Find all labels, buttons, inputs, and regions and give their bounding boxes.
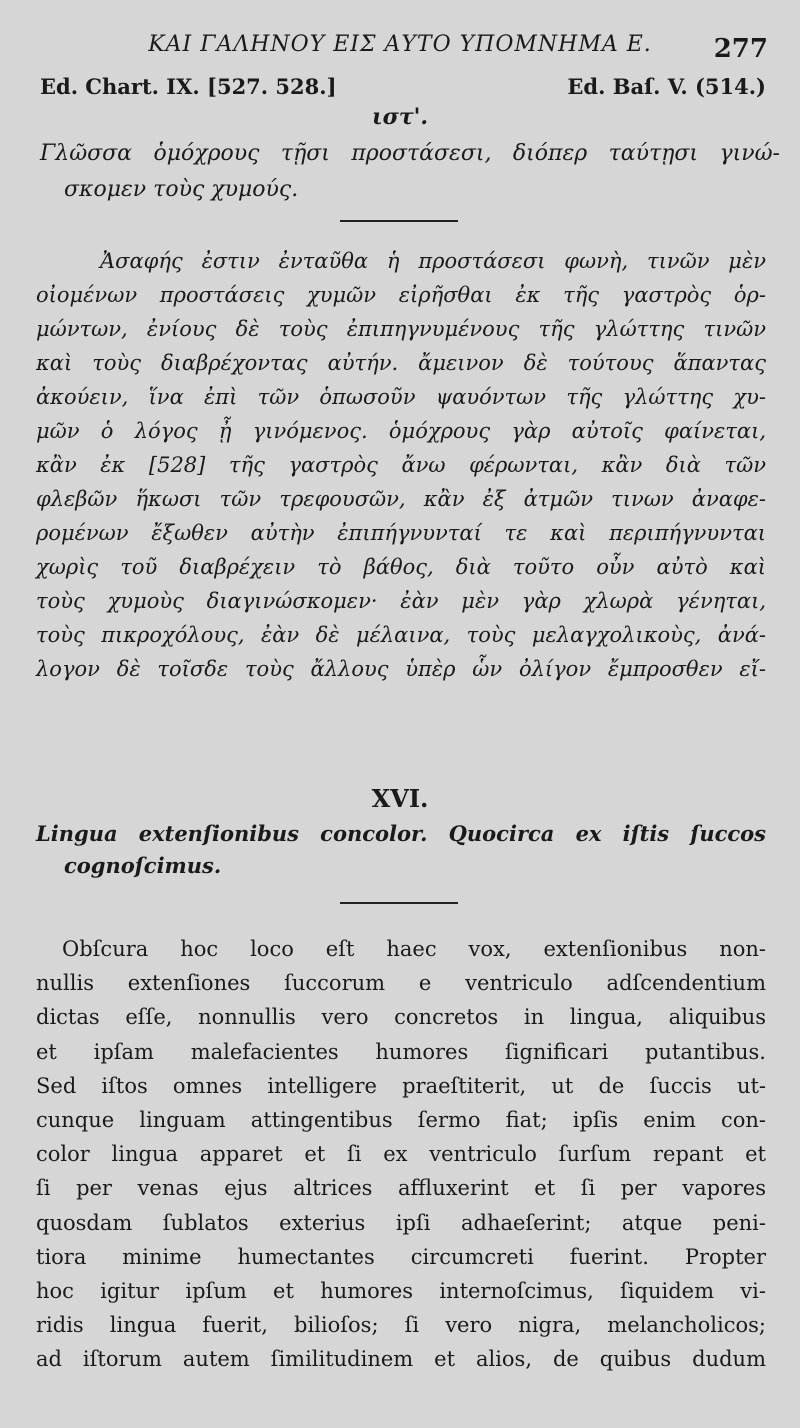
latin-commentary-line: et ipſam malefacientes humores ſignificari putantibus. (36, 1039, 766, 1064)
greek-commentary-line: τοὺς πικροχόλους, ἐὰν δὲ μέλαινα, τοὺς μελαγχολικοὺς, ἀνά- (36, 623, 766, 647)
section-divider (340, 220, 458, 222)
edition-chartier-reference: Ed. Chart. IX. [527. 528.] (40, 74, 337, 99)
greek-commentary-line: χωρὶς τοῦ διαβρέχειν τὸ βάθος, διὰ τοῦτο οὖν αὐτὸ καὶ (36, 555, 766, 579)
running-head: ΚΑΙ ΓΑΛΗΝΟΥ ΕΙΣ ΑΥΤΟ ΥΠΟΜΝΗΜΑ Ε. (148, 32, 652, 57)
latin-commentary-line: quosdam ſublatos exterius ipſi adhaeſerint; atque peni- (36, 1210, 766, 1235)
greek-commentary-line: φλεβῶν ἥκωσι τῶν τρεφουσῶν, κἂν ἐξ ἀτμῶν τινων ἀναφε- (36, 487, 766, 511)
latin-section-number: XVI. (371, 784, 429, 813)
greek-commentary-line: κἂν ἐκ [528] τῆς γαστρὸς ἄνω φέρωνται, κἂν διὰ τῶν (36, 453, 766, 477)
latin-lemma-line: Lingua extenſionibus concolor. Quocirca ex iſtis ſuccos (36, 821, 766, 846)
section-divider (340, 902, 458, 904)
latin-commentary-line: nullis extenſiones ſuccorum e ventriculo adſcendentium (36, 971, 766, 996)
latin-commentary-line: color lingua apparet et ſi ex ventriculo ſurſum repant et (36, 1142, 766, 1167)
greek-lemma-line: σκομεν τοὺς χυμούς. (64, 177, 299, 202)
greek-lemma-line: Γλῶσσα ὁμόχρους τῇσι προστάσεσι, διόπερ ταύτῃσι γινώ- (40, 141, 780, 166)
latin-lemma-line: cognoſcimus. (64, 853, 222, 878)
latin-commentary-line: Obſcura hoc loco eſt haec vox, extenſionibus non- (62, 937, 766, 961)
greek-commentary-line: ρομένων ἔξωθεν αὐτὴν ἐπιπήγνυνταί τε καὶ περιπήγνυνται (36, 521, 766, 545)
page-number: 277 (713, 34, 768, 64)
greek-commentary-line: τοὺς χυμοὺς διαγινώσκομεν· ἐὰν μὲν γὰρ χλωρὰ γένηται, (36, 589, 766, 613)
greek-commentary-line: μῶν ὁ λόγος ᾖ γινόμενος. ὁμόχρους γὰρ αὐτοῖς φαίνεται, (36, 419, 766, 443)
greek-section-number: ιστ'. (371, 104, 429, 130)
greek-commentary (36, 244, 766, 686)
greek-commentary-line: καὶ τοὺς διαβρέχοντας αὐτήν. ἄμεινον δὲ τούτους ἅπαντας (36, 351, 766, 375)
latin-commentary-line: hoc igitur ipſum et humores internoſcimus, ſiquidem vi- (36, 1279, 766, 1304)
latin-commentary (36, 932, 766, 1377)
greek-commentary-line: λογον δὲ τοῖσδε τοὺς ἄλλους ὑπὲρ ὧν ὀλίγον ἔμπροσθεν εἴ- (36, 657, 766, 681)
latin-commentary-line: ad iſtorum autem ſimilitudinem et alios, de quibus dudum (36, 1347, 766, 1372)
latin-commentary-line: cunque linguam attingentibus ſermo fiat; ipſis enim con- (36, 1108, 766, 1133)
latin-commentary-line: dictas eſſe, nonnullis vero concretos in lingua, aliquibus (36, 1005, 766, 1030)
latin-commentary-line: Sed iſtos omnes intelligere praeſtiterit, ut de ſuccis ut- (36, 1073, 766, 1098)
greek-commentary-line: ἀκούειν, ἵνα ἐπὶ τῶν ὁπωσοῦν ψαυόντων τῆς γλώττης χυ- (36, 385, 766, 409)
latin-commentary-line: ridis lingua fuerit, bilioſos; ſi vero nigra, melancholicos; (36, 1313, 766, 1338)
greek-commentary-line: Ἀσαφής ἐστιν ἐνταῦθα ἡ προστάσεσι φωνὴ, τινῶν μὲν (100, 249, 766, 273)
greek-commentary-line: οἰομένων προστάσεις χυμῶν εἰρῆσθαι ἐκ τῆς γαστρὸς ὁρ- (36, 283, 766, 307)
latin-commentary-line: tiora minime humectantes circumcreti fuerint. Propter (36, 1244, 766, 1269)
edition-basel-reference: Ed. Baſ. V. (514.) (567, 74, 766, 99)
greek-lemma (40, 136, 780, 208)
latin-lemma (36, 818, 766, 882)
latin-commentary-line: ſi per venas ejus altrices affluxerint et ſi per vapores (36, 1176, 766, 1201)
greek-commentary-line: μώντων, ἐνίους δὲ τοὺς ἐπιπηγνυμένους τῆς γλώττης τινῶν (36, 317, 766, 341)
